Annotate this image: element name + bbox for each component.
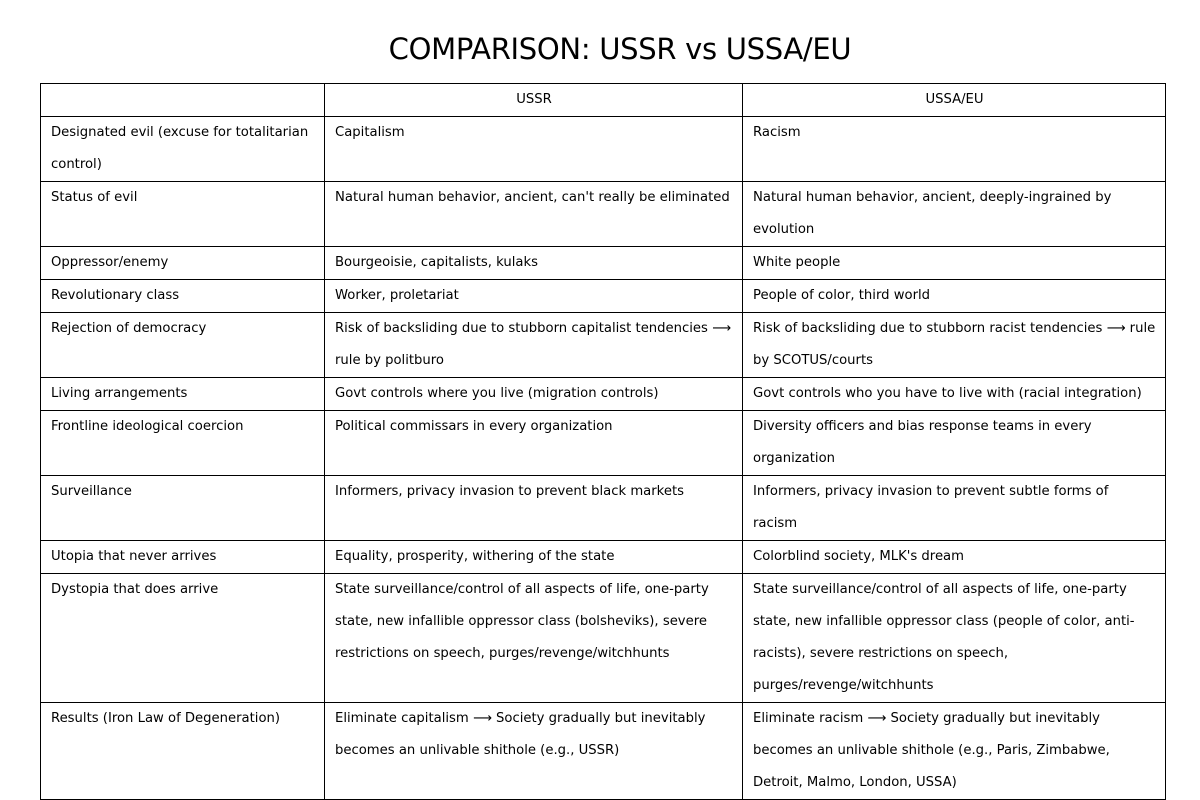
- table-row: [41, 411, 1166, 476]
- row-ussr: Political commissars in every organization: [325, 411, 743, 476]
- row-ussa-eu: Informers, privacy invasion to prevent subtle forms of racism: [743, 476, 1166, 541]
- row-ussr: Eliminate capitalism ⟶ Society gradually but inevitably becomes an unlivable shithole (e.g., USSR): [325, 703, 743, 800]
- table-row: [41, 574, 1166, 703]
- table-row: [41, 117, 1166, 182]
- page-title: COMPARISON: USSR vs USSA/EU: [388, 32, 852, 66]
- header-ussa-eu: USSA/EU: [743, 84, 1166, 117]
- header-aspect: [41, 84, 325, 117]
- row-aspect: Oppressor/enemy: [41, 247, 325, 280]
- row-aspect: Status of evil: [41, 182, 325, 247]
- row-ussr: Equality, prosperity, withering of the state: [325, 541, 743, 574]
- row-ussr: Bourgeoisie, capitalists, kulaks: [325, 247, 743, 280]
- table-row: [41, 378, 1166, 411]
- table-row: [41, 247, 1166, 280]
- row-aspect: Designated evil (excuse for totalitarian control): [41, 117, 325, 182]
- row-ussr: Worker, proletariat: [325, 280, 743, 313]
- table-header-row: [41, 84, 1166, 117]
- row-ussa-eu: Risk of backsliding due to stubborn racist tendencies ⟶ rule by SCOTUS/courts: [743, 313, 1166, 378]
- row-ussa-eu: Eliminate racism ⟶ Society gradually but inevitably becomes an unlivable shithole (e.g., Paris, Zimbabwe, Detroit, Malmo, London, USSA): [743, 703, 1166, 800]
- row-ussr: Informers, privacy invasion to prevent black markets: [325, 476, 743, 541]
- row-aspect: Utopia that never arrives: [41, 541, 325, 574]
- row-ussa-eu: Racism: [743, 117, 1166, 182]
- table-row: [41, 182, 1166, 247]
- row-ussr: Risk of backsliding due to stubborn capitalist tendencies ⟶ rule by politburo: [325, 313, 743, 378]
- row-aspect: Frontline ideological coercion: [41, 411, 325, 476]
- row-ussr: Govt controls where you live (migration controls): [325, 378, 743, 411]
- row-aspect: Surveillance: [41, 476, 325, 541]
- row-ussa-eu: People of color, third world: [743, 280, 1166, 313]
- table-row: [41, 476, 1166, 541]
- comparison-table: [40, 83, 1166, 800]
- row-ussa-eu: Govt controls who you have to live with (racial integration): [743, 378, 1166, 411]
- row-aspect: Revolutionary class: [41, 280, 325, 313]
- row-ussr: Capitalism: [325, 117, 743, 182]
- row-ussa-eu: Natural human behavior, ancient, deeply-ingrained by evolution: [743, 182, 1166, 247]
- row-ussa-eu: White people: [743, 247, 1166, 280]
- row-ussr: State surveillance/control of all aspects of life, one-party state, new infallible oppressor class (bolsheviks), severe restrictions on speech, purges/revenge/witchhunts: [325, 574, 743, 703]
- header-ussr: USSR: [325, 84, 743, 117]
- row-ussa-eu: State surveillance/control of all aspects of life, one-party state, new infallible oppressor class (people of color, anti-racists), severe restrictions on speech, purges/revenge/witchhunts: [743, 574, 1166, 703]
- table-row: [41, 313, 1166, 378]
- table-row: [41, 541, 1166, 574]
- row-aspect: Living arrangements: [41, 378, 325, 411]
- row-ussa-eu: Diversity officers and bias response teams in every organization: [743, 411, 1166, 476]
- row-ussr: Natural human behavior, ancient, can't really be eliminated: [325, 182, 743, 247]
- row-aspect: Results (Iron Law of Degeneration): [41, 703, 325, 800]
- row-aspect: Rejection of democracy: [41, 313, 325, 378]
- table-row: [41, 703, 1166, 800]
- row-ussa-eu: Colorblind society, MLK's dream: [743, 541, 1166, 574]
- row-aspect: Dystopia that does arrive: [41, 574, 325, 703]
- table-row: [41, 280, 1166, 313]
